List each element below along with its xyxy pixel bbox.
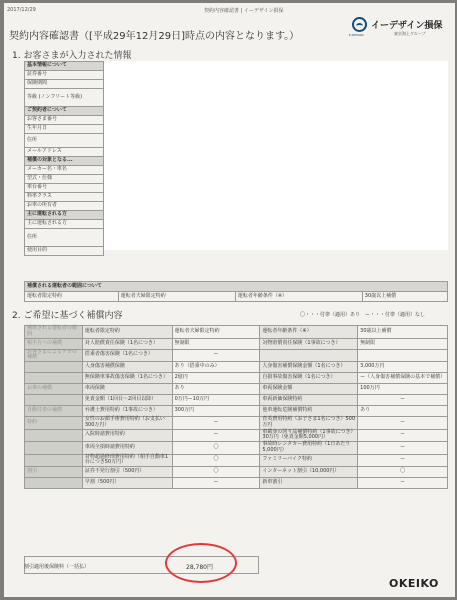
driver-scope-table [24,281,448,302]
row-label: お車の所有者 [25,202,104,211]
coverage-cell: 入院時諸費用特約 [82,429,172,442]
driver-scope-header: 補償される運転者の範囲について [25,282,448,292]
coverage-cell: ファミリーバイク特約 [260,454,358,467]
coverage-cell: ー [358,478,448,489]
document-sheet [4,3,455,597]
coverage-table [24,325,448,489]
coverage-cell [25,429,83,442]
total-premium-label: 割引適用後保険料（一括払） [24,564,90,570]
row-label: 住所 [25,134,104,148]
coverage-cell: ー [358,395,448,406]
coverage-row [25,384,448,395]
print-date: 2017/12/29 [7,7,36,13]
row-label: 保険期間 [25,80,104,89]
coverage-cell: 早割（500円） [82,478,172,489]
coverage-cell: 弁護士費用特約（1事故につき） [82,406,172,417]
coverage-cell [25,395,83,406]
coverage-cell [25,478,83,489]
coverage-row [25,429,448,442]
coverage-cell [25,442,83,455]
coverage-cell: 車両保険金額 [260,384,358,395]
coverage-cell: ー [172,478,260,489]
coverage-cell: ー（人身傷害補償保険の基本で補償） [358,373,448,384]
print-page-title: 契約内容確認書 | イーデザイン損保 [204,8,284,14]
coverage-cell: 車両全損時諸費用特約 [82,442,172,455]
coverage-cell: 〇 [172,454,260,467]
coverage-row [25,395,448,406]
logo-brand-text: イーデザイン損保 [371,21,443,31]
coverage-cell: 100万円 [358,384,448,395]
row-label: 生年月日 [25,125,104,134]
coverage-cell: 〇 [358,467,448,478]
coverage-cell: 対人賠償責任保険（1名につき） [82,338,172,349]
cell: 運転者夫婦限定特約 [118,292,235,302]
coverage-cell: 新車割引 [260,478,358,489]
coverage-cell: お客さまによるケガの補償 [25,349,83,362]
coverage-cell: インターネット割引（10,000円） [260,467,358,478]
row-label: 証券番号 [25,71,104,80]
coverage-cell: ー [358,454,448,467]
coverage-cell: 運転者限定特約 [82,326,172,339]
cell: 30歳以上補償 [362,292,447,302]
row-label: 使用目的 [25,247,104,256]
coverage-row [25,373,448,384]
coverage-cell: 他車運転危険補償特約 [260,406,358,417]
customer-info-table [24,61,104,256]
coverage-cell: 対物賠償責任保険（1事故につき） [260,338,358,349]
driver-header: 主に運転される方 [25,211,104,220]
coverage-cell: あり [358,406,448,417]
coverage-row [25,349,448,362]
coverage-cell: 搭乗者傷害保険（1名につき） [82,349,172,362]
coverage-cell: 補償される運転者の範囲 [25,326,83,339]
coverage-cell [25,454,83,467]
section1-title: 1. お客さまが入力された情報 [12,51,132,61]
coverage-cell: ー [172,417,260,430]
coverage-row [25,417,448,430]
company-logo [349,17,452,41]
coverage-cell: 事故時レンタカー費用特約（1日あたり5,000円） [260,442,358,455]
coverage-cell: お車の補償 [25,384,83,395]
coverage-cell [25,373,83,384]
coverage-row [25,478,448,489]
coverage-cell: 人身傷害補償保険金額（1名につき） [260,362,358,373]
coverage-cell: 0万円ー10万円 [172,395,260,406]
coverage-cell: ー [172,429,260,442]
coverage-cell [25,362,83,373]
coverage-cell: ー [358,429,448,442]
coverage-cell: あり [172,384,260,395]
row-label: お客さま番号 [25,116,104,125]
coverage-cell: 車載身の回り品補償特約（1事故につき）30万円（免責金額5,000円） [260,429,358,442]
coverage-cell: 30歳以上補償 [358,326,448,339]
coverage-row [25,338,448,349]
cell: 運転者限定特約 [25,292,119,302]
coverage-cell: 女性のお顔手術費用特約（お支払い300万円） [82,417,172,430]
cell: 運転者年齢条件（※） [235,292,362,302]
coverage-cell: 割引 [25,467,83,478]
coverage-cell [358,349,448,362]
row-label: メールアドレス [25,148,104,157]
coverage-cell: 人身傷害補償保険 [82,362,172,373]
row-label: メーカー名・車名 [25,166,104,175]
legend-text: 〇・・・付帯（適用）あり ー・・・付帯（適用）なし [300,312,426,318]
coverage-cell: 〇 [172,442,260,455]
row-label: 主に運転される方 [25,220,104,229]
row-label: 型式・仕様 [25,175,104,184]
logo-mark-icon [352,17,367,32]
total-premium-value: 28,780円 [186,564,213,571]
coverage-cell: 自動付帯の補償 [25,406,83,417]
coverage-row [25,326,448,339]
coverage-cell: 3,000万円 [358,362,448,373]
coverage-cell: 自損事故傷害保険（1名につき） [260,373,358,384]
document-title: 契約内容確認書（[平成29年12月29日]時点の内容となります。） [9,31,300,42]
coverage-cell: 車両新価保険特約 [260,395,358,406]
row-label: 等級 (ノンフリート等級) [25,89,104,107]
coverage-cell: 育英費用特約（お子さま1名につき）500万円 [260,417,358,430]
coverage-cell: 運転者年齢条件（※） [260,326,358,339]
logo-mark-caption: E-DESIGN [349,33,364,37]
coverage-cell: 300万円 [172,406,260,417]
coverage-cell: 無保険車事故傷害保険（1名につき） [82,373,172,384]
coverage-row [25,467,448,478]
coverage-cell: 証券不発行割引（500円） [82,467,172,478]
logo-group-text: 東京海上グループ [394,31,426,36]
coverage-row [25,454,448,467]
coverage-cell: 相手方への補償 [25,338,83,349]
coverage-cell: ー [172,349,260,362]
vehicle-header: 補償の対象となる... [25,157,104,166]
coverage-cell: 無制限 [172,338,260,349]
coverage-cell: 2億円 [172,373,260,384]
coverage-cell: 特約 [25,417,83,430]
coverage-cell: 運転者夫婦限定特約 [172,326,260,339]
coverage-cell: 〇 [172,467,260,478]
section2-title: 2. ご希望に基づく補償内容 [12,311,123,321]
highlight-circle [165,543,237,583]
coverage-row [25,362,448,373]
basic-info-header: 基本情報について [25,62,104,71]
coverage-row [25,442,448,455]
coverage-cell: ー [358,442,448,455]
coverage-cell: 免責金額（1回目〜2回目以降） [82,395,172,406]
coverage-cell [260,349,358,362]
row-label: 車台番号 [25,184,104,193]
coverage-cell: 無制限 [358,338,448,349]
row-label: 料率クラス [25,193,104,202]
coverage-cell: ー [358,417,448,430]
watermark: OKEIKO [389,577,439,590]
coverage-row [25,406,448,417]
coverage-cell: 対物超過修理費用特約（相手自動車1台につき50万円） [82,454,172,467]
coverage-cell: 車両保険 [82,384,172,395]
coverage-cell: あり（搭乗中のみ） [172,362,260,373]
row-label: 住所 [25,229,104,247]
contractor-header: ご契約者について [25,107,104,116]
redacted-area [104,61,448,250]
